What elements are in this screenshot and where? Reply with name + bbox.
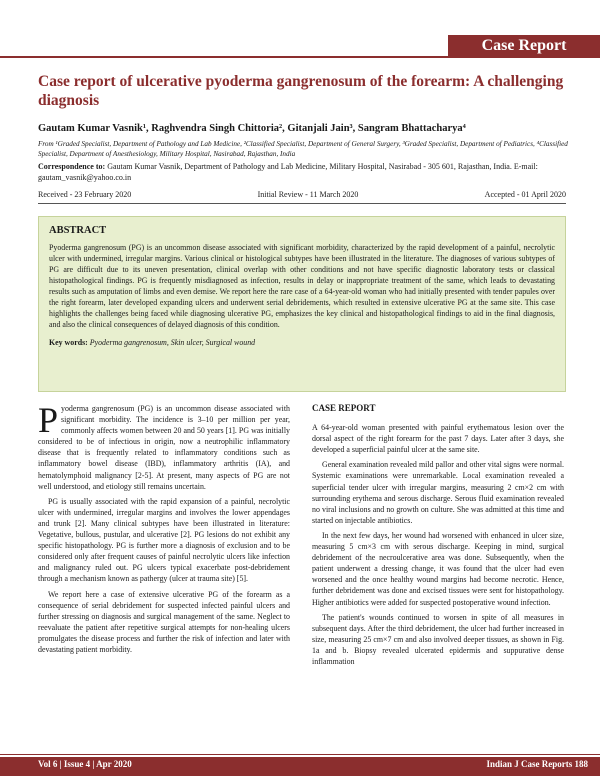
abstract-box	[38, 216, 566, 392]
footer-issue: Vol 6 | Issue 4 | Apr 2020	[38, 759, 132, 769]
received-date: Received - 23 February 2020	[38, 190, 132, 199]
case-paragraph-1: A 64-year-old woman presented with painful erythematous lesion over the dorsal aspect of the right forearm for the past 7 days. Later after 3 days, she developed a superficial painful ulcer at the same site.	[312, 423, 564, 455]
review-date: Initial Review - 11 March 2020	[257, 190, 359, 199]
footer-rule	[0, 754, 600, 755]
left-column	[38, 400, 290, 659]
header-rule	[0, 56, 600, 58]
keywords	[49, 338, 555, 347]
author-list: Gautam Kumar Vasnik¹, Raghvendra Singh Chittoria², Gitanjali Jain³, Sangram Bhattacharya⁴	[38, 123, 466, 134]
intro-paragraph-1	[38, 400, 290, 492]
case-paragraph-2: General examination revealed mild pallor and other vital signs were normal. Systemic examinations were unremarkable. Local examination revealed a superficial tender ulcer with irregular margins, measuring 2 cm×2 cm with surrounding erythema and serous discharge. Serous fluid examination revealed no viral inclusions and no growth on culture. She was admitted at this time and started on injectable antibiotics.	[312, 460, 564, 525]
abstract-text: Pyoderma gangrenosum (PG) is an uncommon disease associated with significant morbidity, characterized by the rapid development of a painful, necrolytic ulcer with undermined, irregular margins. Various clinical or histological subtypes have been illustrated in the literature. The diagnoses of various subtypes of PG are difficult due to its uneven presentation, clinical overlap with other conditions and not have specific diagnostic laboratory tests or classical histopathological findings. PG is frequently misdiagnosed as infection, results in delay or inappropriate treatment of the same, which leads to devastating results such as amputation of limbs and even demise. We report here the rare case of a 64-year-old woman who had initially presented with tender papules over the right forearm, later developed expanding ulcers and underwent serial debridements, which resulted in extensive ulcerative PG at the same site. This case highlights the challenges being faced while diagnosing ulcerative PG, emphasizes the key clinical and histopathological findings to aid in the final diagnosis, and also the clinical consequences of delayed diagnosis of this condition.	[49, 243, 555, 329]
case-report-heading: CASE REPORT	[312, 403, 376, 413]
article-dates	[38, 190, 566, 199]
intro-paragraph-3: We report here a case of extensive ulcerative PG of the forearm as a consequence of serial debridement for suspected infected painful ulcers and further stressing on diagnosis and surgical management of the same. Neglect to reevaluate the patient after repetitive surgical attempts for non-healing ulcers promulgates the disease process and further the risk of infection and later with devastating patient morbidity.	[38, 589, 290, 654]
article-title: Case report of ulcerative pyoderma gangrenosum of the forearm: A challenging diagnosis	[38, 73, 564, 109]
accepted-date: Accepted - 01 April 2020	[484, 190, 566, 199]
case-paragraph-3: In the next few days, her wound had worsened with enhanced in ulcer size, measuring 5 cm×3 cm with serous discharge. Keeping in mind, surgical debridement of the necroulcerative area was done. Subsequently, when the patient underwent a dressing change, it was found that the ulcer had even worsened and the once healthy wound margins had become necrotic. Hence, further debridement was done and excised tissues were sent for histopathology. Higher antibiotics were added for suspected postoperative wound infection.	[312, 530, 564, 607]
date-rule	[38, 203, 566, 204]
keywords-text: Pyoderma gangrenosum, Skin ulcer, Surgical wound	[89, 338, 256, 347]
intro-paragraph-1-text: yoderma gangrenosum (PG) is an uncommon disease associated with significant morbidity. The incidence is 3–10 per million per year, commonly affects women between 20 and 50 years [1]. PG was initially considered to be of infectious in origin, now a neutrophilic inflammatory disease that is frequently related to inflammatory conditions such as inflammatory bowel disease (IBD), inflammatory arthritis (IA), and hematolymphoid malignancy [2-5]. At present, many aspects of PG are not well understood, and etiology still remains uncertain.	[38, 404, 290, 491]
keywords-label: Key words:	[49, 338, 88, 347]
correspondence-text: Gautam Kumar Vasnik, Department of Pathology and Lab Medicine, Military Hospital, Nasirabad - 305 601, Rajasthan, India. E-mail: gautam_vasnik@yahoo.co.in	[38, 162, 538, 182]
footer-journal-page: Indian J Case Reports 188	[486, 759, 588, 769]
article-type-label: Case Report	[448, 35, 600, 57]
drop-cap: P	[38, 400, 59, 440]
case-paragraph-4: The patient's wounds continued to worsen in spite of all measures in subsequent days. After the third debridement, the ulcer had further increased in size, measuring 25 cm×7 cm and also involved deeper tissues, as shown in Fig. 1a and b. Biopsy revealed ulcerated epidermis and suppurative dense inflammation	[312, 612, 564, 666]
intro-paragraph-2: PG is usually associated with the rapid expansion of a painful, necrolytic ulcer with undermined, irregular margins and involves the lower appendages and trunk [2]. Many clinical subtypes have been illustrated in literature: Vegetative, bullous, pustular, and ulcerative [2]. PG lesions do not exhibit any specific histopathology. PG is further more a diagnosis of exclusion and to be considered only after frequent causes of painful necrolytic ulcers like infection and malignancy ruled out. PG ulcers typical exacerbate post-debridement through a mechanism known as pathergy (ulcer at trauma site) [5].	[38, 496, 290, 584]
correspondence	[38, 162, 578, 183]
correspondence-label: Correspondence to:	[38, 162, 106, 171]
abstract-heading: ABSTRACT	[49, 225, 107, 236]
right-column	[312, 403, 564, 671]
affiliations: From ¹Graded Specialist, Department of Pathology and Lab Medicine, ²Classified Specialist, Department of General Surgery, ³Graded Specialist, Department of Pediatrics, ⁴Classified Specialist, Department of Anesthesiology, Military Hospital, Nasirabad, Rajasthan, India	[38, 140, 568, 158]
